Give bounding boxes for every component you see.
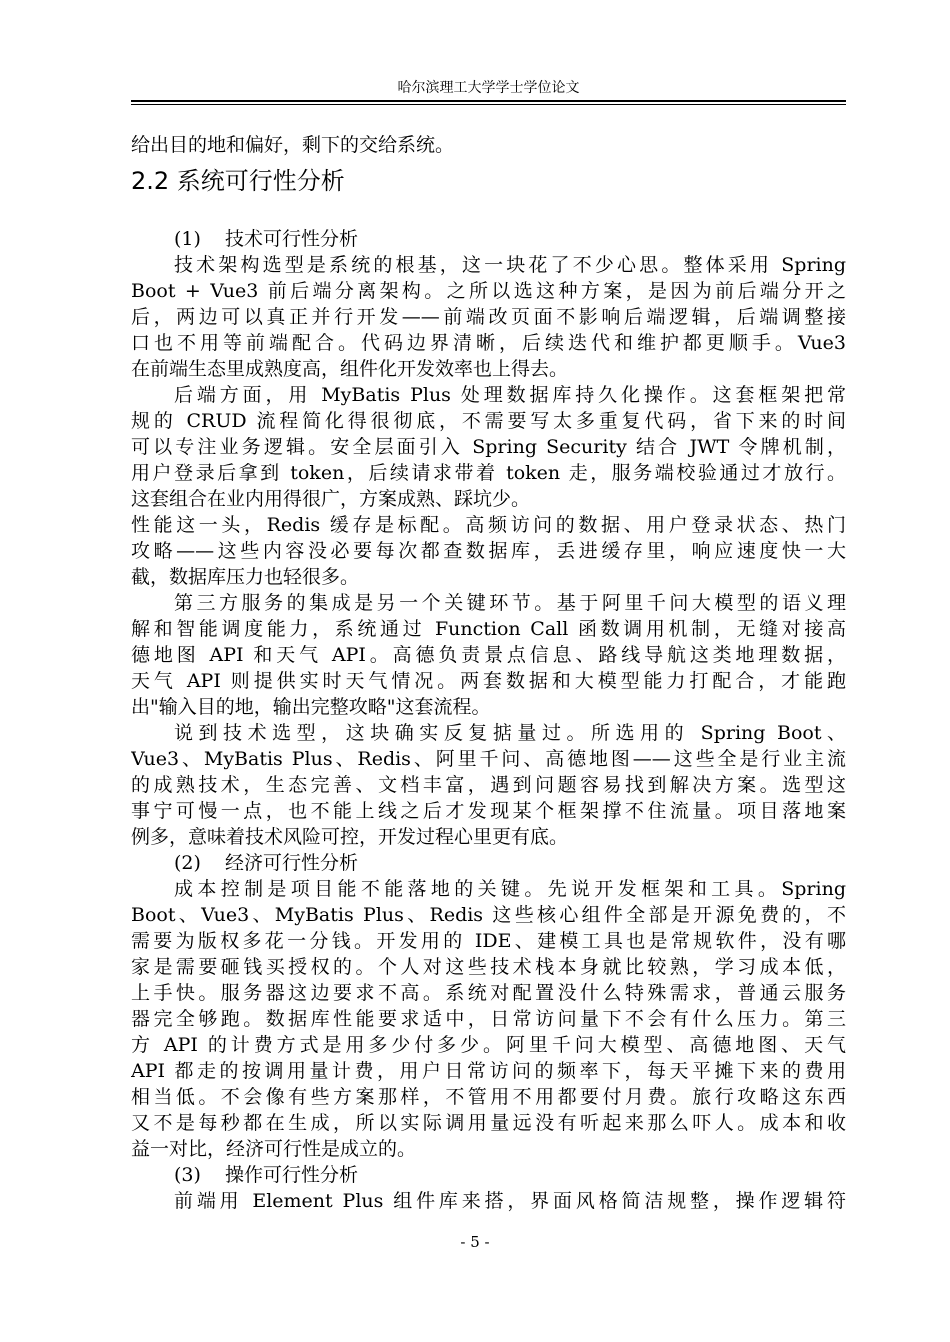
header-rule-thick — [131, 100, 846, 102]
paragraph-line: 规的 CRUD 流程简化得很彻底，不需要写太多重复代码，省下来的时间 — [131, 410, 846, 432]
paragraph-line: 用户登录后拿到 token，后续请求带着 token 走，服务端校验通过才放行。 — [131, 462, 846, 484]
paragraph-line: 上手快。服务器这边要求不高。系统对配置没什么特殊需求，普通云服务 — [131, 982, 846, 1004]
subsection-title: 操作可行性分析 — [225, 1164, 359, 1186]
paragraph-line: 这套组合在业内用得很广，方案成熟、踩坑少。 — [131, 488, 531, 510]
paragraph-line: 解和智能调度能力，系统通过 Function Call 函数调用机制，无缝对接高 — [131, 618, 846, 640]
paragraph-line: 第三方服务的集成是另一个关键环节。基于阿里千问大模型的语义理 — [174, 592, 846, 614]
subsection-title: 技术可行性分析 — [225, 228, 359, 250]
paragraph-line: 性能这一头，Redis 缓存是标配。高频访问的数据、用户登录状态、热门 — [131, 514, 846, 536]
subsection-number: (3) — [174, 1164, 201, 1186]
paragraph-line: 截，数据库压力也轻很多。 — [131, 566, 360, 588]
subsection-heading — [131, 1162, 846, 1188]
page-body — [131, 132, 846, 1214]
paragraph-line: 口也不用等前端配合。代码边界清晰，后续迭代和维护都更顺手。Vue3 — [131, 332, 846, 354]
subsection-number: (2) — [174, 852, 201, 874]
paragraph-line: 事宁可慢一点，也不能上线之后才发现某个框架撑不住流量。项目落地案 — [131, 800, 846, 822]
paragraph-line: 说到技术选型，这块确实反复掂量过。所选用的 Spring Boot、 — [174, 722, 846, 744]
subsection-title: 经济可行性分析 — [225, 852, 359, 874]
paragraph-line: 技术架构选型是系统的根基，这一块花了不少心思。整体采用 Spring — [174, 254, 846, 276]
paragraph-line: 例多，意味着技术风险可控，开发过程心里更有底。 — [131, 826, 569, 848]
paragraph-line: Vue3、MyBatis Plus、Redis、阿里千问、高德地图——这些全是行业主流 — [131, 748, 846, 770]
running-header: 哈尔滨理工大学学士学位论文 — [397, 80, 580, 96]
paragraph-line: 给出目的地和偏好，剩下的交给系统。 — [131, 134, 455, 156]
paragraph-line: Boot + Vue3 前后端分离架构。之所以选这种方案，是因为前后端分开之 — [131, 280, 846, 302]
paragraph-line: 家是需要砸钱买授权的。个人对这些技术栈本身就比较熟，学习成本低， — [131, 956, 846, 978]
paragraph-line: 天气 API 则提供实时天气情况。两套数据和大模型能力打配合，才能跑 — [131, 670, 846, 692]
paragraph-line: 后，两边可以真正并行开发——前端改页面不影响后端逻辑，后端调整接 — [131, 306, 846, 328]
subsection-heading — [131, 850, 846, 876]
paragraph-line: 前端用 Element Plus 组件库来搭，界面风格简洁规整，操作逻辑符 — [174, 1190, 846, 1212]
paragraph-line: API 都走的按调用量计费，用户日常访问的频率下，每天平摊下来的费用 — [131, 1060, 846, 1082]
paragraph-line: 后端方面，用 MyBatis Plus 处理数据库持久化操作。这套框架把常 — [174, 384, 846, 406]
paragraph-line: Boot、Vue3、MyBatis Plus、Redis 这些核心组件全部是开源免费的，不 — [131, 904, 846, 926]
subsection-heading — [131, 226, 846, 252]
paragraph-line: 相当低。不会像有些方案那样，不管用不用都要付月费。旅行攻略这东西 — [131, 1086, 846, 1108]
paragraph-line: 又不是每秒都在生成，所以实际调用量远没有听起来那么吓人。成本和收 — [131, 1112, 846, 1134]
paragraph-line: 方 API 的计费方式是用多少付多少。阿里千问大模型、高德地图、天气 — [131, 1034, 846, 1056]
paragraph-line: 可以专注业务逻辑。安全层面引入 Spring Security 结合 JWT 令牌机制， — [131, 436, 846, 458]
paragraph-line: 成本控制是项目能不能落地的关键。先说开发框架和工具。Spring — [174, 878, 846, 900]
paragraph-line: 的成熟技术，生态完善、文档丰富，遇到问题容易找到解决方案。选型这 — [131, 774, 846, 796]
paragraph-line: 在前端生态里成熟度高，组件化开发效率也上得去。 — [131, 358, 569, 380]
paragraph-line: 器完全够跑。数据库性能要求适中，日常访问量下不会有什么压力。第三 — [131, 1008, 846, 1030]
page-number: - 5 - — [460, 1233, 490, 1251]
paragraph-line: 攻略——这些内容没必要每次都查数据库，丢进缓存里，响应速度快一大 — [131, 540, 846, 562]
paragraph-line: 益一对比，经济可行性是成立的。 — [131, 1138, 417, 1160]
paragraph-line: 出"输入目的地，输出完整攻略"这套流程。 — [131, 696, 491, 718]
paragraph-line: 需要为版权多花一分钱。开发用的 IDE、建模工具也是常规软件，没有哪 — [131, 930, 846, 952]
subsection-number: (1) — [174, 228, 201, 250]
paragraph-line: 德地图 API 和天气 API。高德负责景点信息、路线导航这类地理数据， — [131, 644, 846, 666]
header-rule-thin — [131, 104, 846, 105]
section-heading: 2.2 系统可行性分析 — [131, 167, 345, 195]
